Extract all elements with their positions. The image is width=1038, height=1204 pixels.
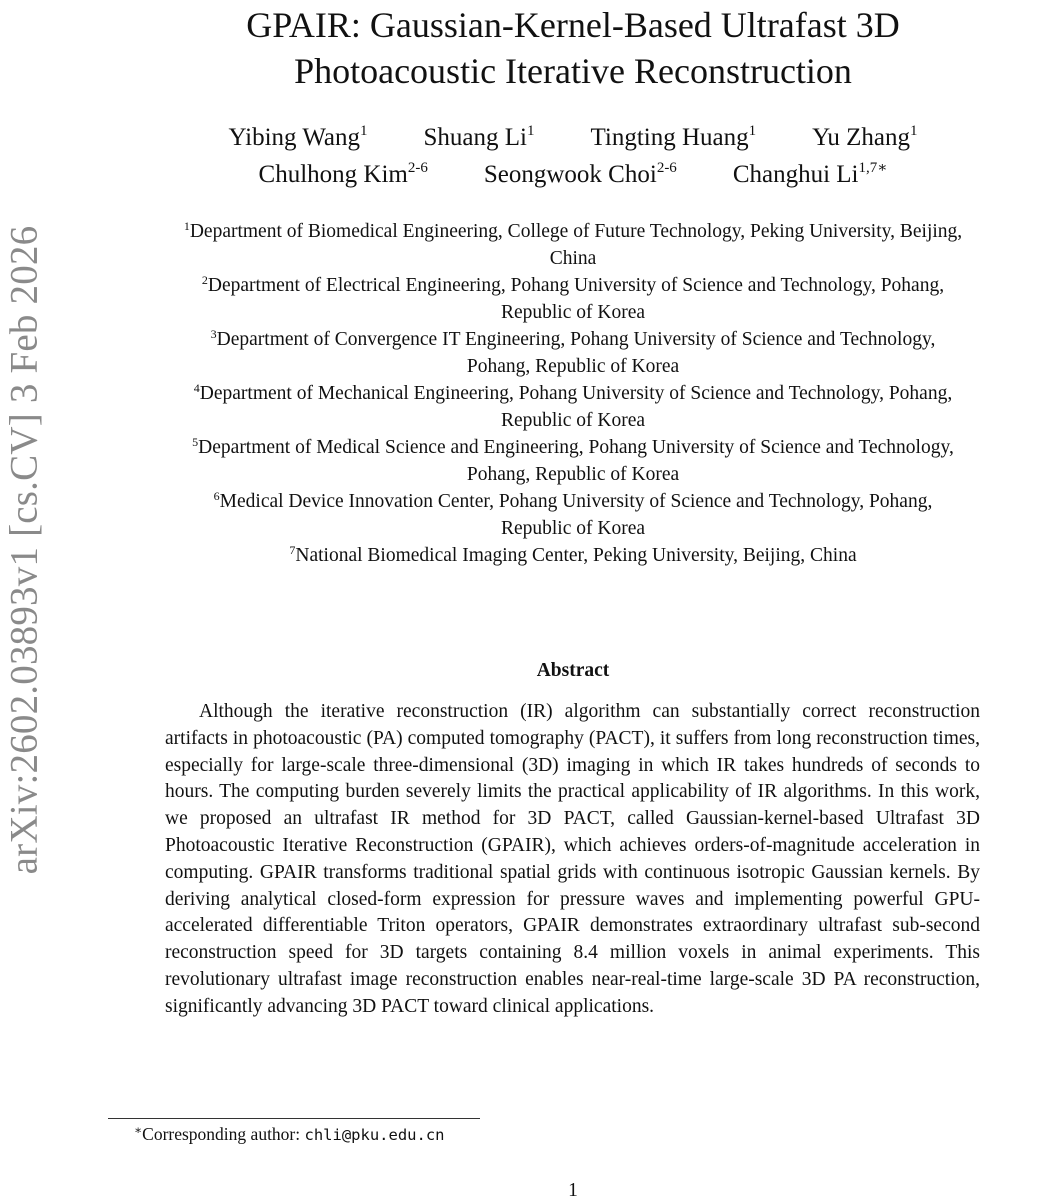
author: Changhui $Li^{1,7∗}$ — [732, 160, 888, 188]
footnote-divider — [108, 1118, 480, 1119]
author: Tingting Huang$^1$ — [590, 123, 757, 151]
affiliation: $^6$Medical Device Innovation Center, Pohang University of Science and Technology, Pohang, Republic of Korea — [213, 489, 933, 539]
affiliation: $^7$National Biomedical Imaging Center, Peking University, Beijing, China — [289, 543, 857, 566]
arxiv-watermark: arXiv:2602.03893v1 [cs.CV] 3 Feb 2026 — [2, 225, 46, 875]
footnote-label: Corresponding author: — [142, 1124, 301, 1144]
author: Yu Zhang$^1$ — [812, 123, 918, 151]
author-email: chli@pku.edu.cn — [304, 1126, 445, 1144]
paper-title — [108, 2, 1038, 94]
author: Shuang Li$^1$ — [423, 123, 535, 151]
author-row-2 — [108, 158, 1038, 192]
affiliation: $^5$Department of Medical Science and Engineering, Pohang University of Science and Technology, Pohang, Republic of Korea — [192, 435, 954, 485]
title-line-1: GPAIR: Gaussian-Kernel-Based Ultrafast 3D — [246, 5, 900, 45]
author: Yibing Wang$^1$ — [228, 123, 368, 151]
affiliation: $^4$Department of Mechanical Engineering, Pohang University of Science and Technology, Pohang, Republic of Korea — [193, 381, 953, 431]
abstract-body: Although the iterative reconstruction (IR) algorithm can substantially correct reconstruction artifacts in photoacoustic (PA) computed tomography (PACT), it suffers from long reconstruction times, especially for large-scale three-dimensional (3D) imaging in which IR takes hundreds of seconds to hours. The computing burden severely limits the practical applicability of IR algorithms. In this work, we proposed an ultrafast IR method for 3D PACT, called Gaussian-kernel-based Ultrafast 3D Photoacoustic Iterative Reconstruction (GPAIR), which achieves orders-of-magnitude acceleration in computing. GPAIR transforms traditional spatial grids with continuous isotropic Gaussian kernels. By deriving analytical closed-form expression for pressure waves and implementing powerful GPU-accelerated differentiable Triton operators, GPAIR demonstrates extraordinary ultrafast sub-second reconstruction speed for 3D targets containing 8.4 million voxels in animal experiments. This revolutionary ultrafast image reconstruction enables near-real-time large-scale 3D PA reconstruction, significantly advancing 3D PACT toward clinical applications. — [165, 701, 980, 1017]
affiliation: $^3$Department of Convergence IT Engineering, Pohang University of Science and Technology, Pohang, Republic of Korea — [210, 327, 936, 377]
footnote-mark: ∗ — [134, 1123, 143, 1137]
abstract-heading: Abstract — [536, 660, 610, 681]
corresponding-author-footnote — [108, 1122, 444, 1147]
affiliations — [108, 218, 1038, 569]
title-line-2: Photoacoustic Iterative Reconstruction — [294, 51, 852, 91]
page-number: 1 — [568, 1180, 578, 1201]
author: Chulhong Kim$^{2-6}$ — [258, 160, 428, 188]
affiliation: $^1$Department of Biomedical Engineering, College of Future Technology, Peking University, Beijing, China — [183, 219, 963, 269]
affiliation: $^2$Department of Electrical Engineering, Pohang University of Science and Technology, Pohang, Republic of Korea — [201, 273, 945, 323]
author-row-1 — [108, 121, 1038, 155]
author: Seongwook Choi$^{2-6}$ — [483, 160, 677, 188]
